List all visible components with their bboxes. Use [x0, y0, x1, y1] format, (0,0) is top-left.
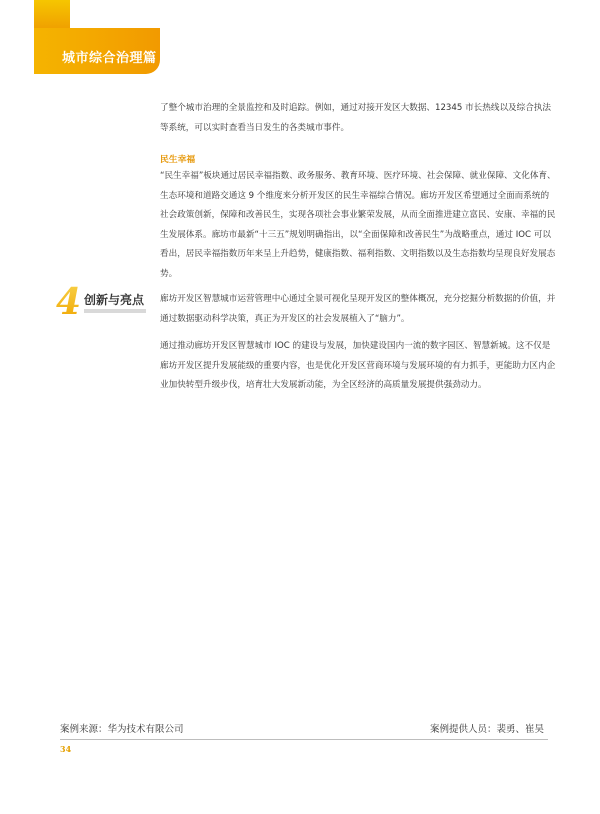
section-number-4	[54, 283, 88, 317]
svg-text:4: 4	[56, 283, 82, 317]
paragraph-1: 了整个城市治理的全景监控和及时追踪。例如，通过对接开发区大数据、12345 市长热线以及综合执法等系统，可以实时查看当日发生的各类城市事件。	[160, 103, 552, 133]
top-corner-stripe	[34, 0, 70, 28]
subheading-minsheng: 民生幸福	[160, 155, 196, 165]
section-tab-label: 城市综合治理篇	[62, 51, 157, 66]
case-source: 案例来源：华为技术有限公司	[60, 724, 184, 735]
section-underline	[84, 309, 146, 313]
paragraph-2: “民生幸福”板块通过居民幸福指数、政务服务、教育环境、医疗环境、社会保障、就业保障、文化体育、生态环境和道路交通这 9 个维度来分析开发区的民生幸福综合情况。廊坊开发区希望通过全面而系统的社会政策创新，保障和改善民生，实现各项社会事业繁荣发展，从而全面推进建立富民、安康、幸福的民生发展体系。廊坊市最新“十三五”规划明确指出，以“全面保障和改善民生”为战略重点，通过 IOC 可以看出，居民幸福指数历年来呈上升趋势，健康指数、福利指数、文明指数以及生态指数均呈现良好发展态势。	[160, 171, 556, 279]
section-tab	[34, 28, 160, 74]
paragraph-3: 廊坊开发区智慧城市运营管理中心通过全景可视化呈现开发区的整体概况，充分挖掘分析数据的价值，并通过数据驱动科学决策，真正为开发区的社会发展植入了“脑力”。	[160, 294, 556, 324]
footer-divider	[60, 739, 548, 740]
section-title: 创新与亮点	[84, 293, 145, 307]
page-number: 34	[60, 744, 72, 754]
case-provider: 案例提供人员：裴勇、崔昊	[429, 724, 544, 735]
paragraph-4: 通过推动廊坊开发区智慧城市 IOC 的建设与发展，加快建设国内一流的数字园区、智慧新城。这不仅是廊坊开发区提升发展能级的重要内容，也是优化开发区营商环境与发展环境的有力抓手，更能助力区内企业加快转型升级步伐，培育壮大发展新动能，为全区经济的高质量发展提供强劲动力。	[160, 341, 556, 390]
section-heading	[54, 283, 150, 317]
